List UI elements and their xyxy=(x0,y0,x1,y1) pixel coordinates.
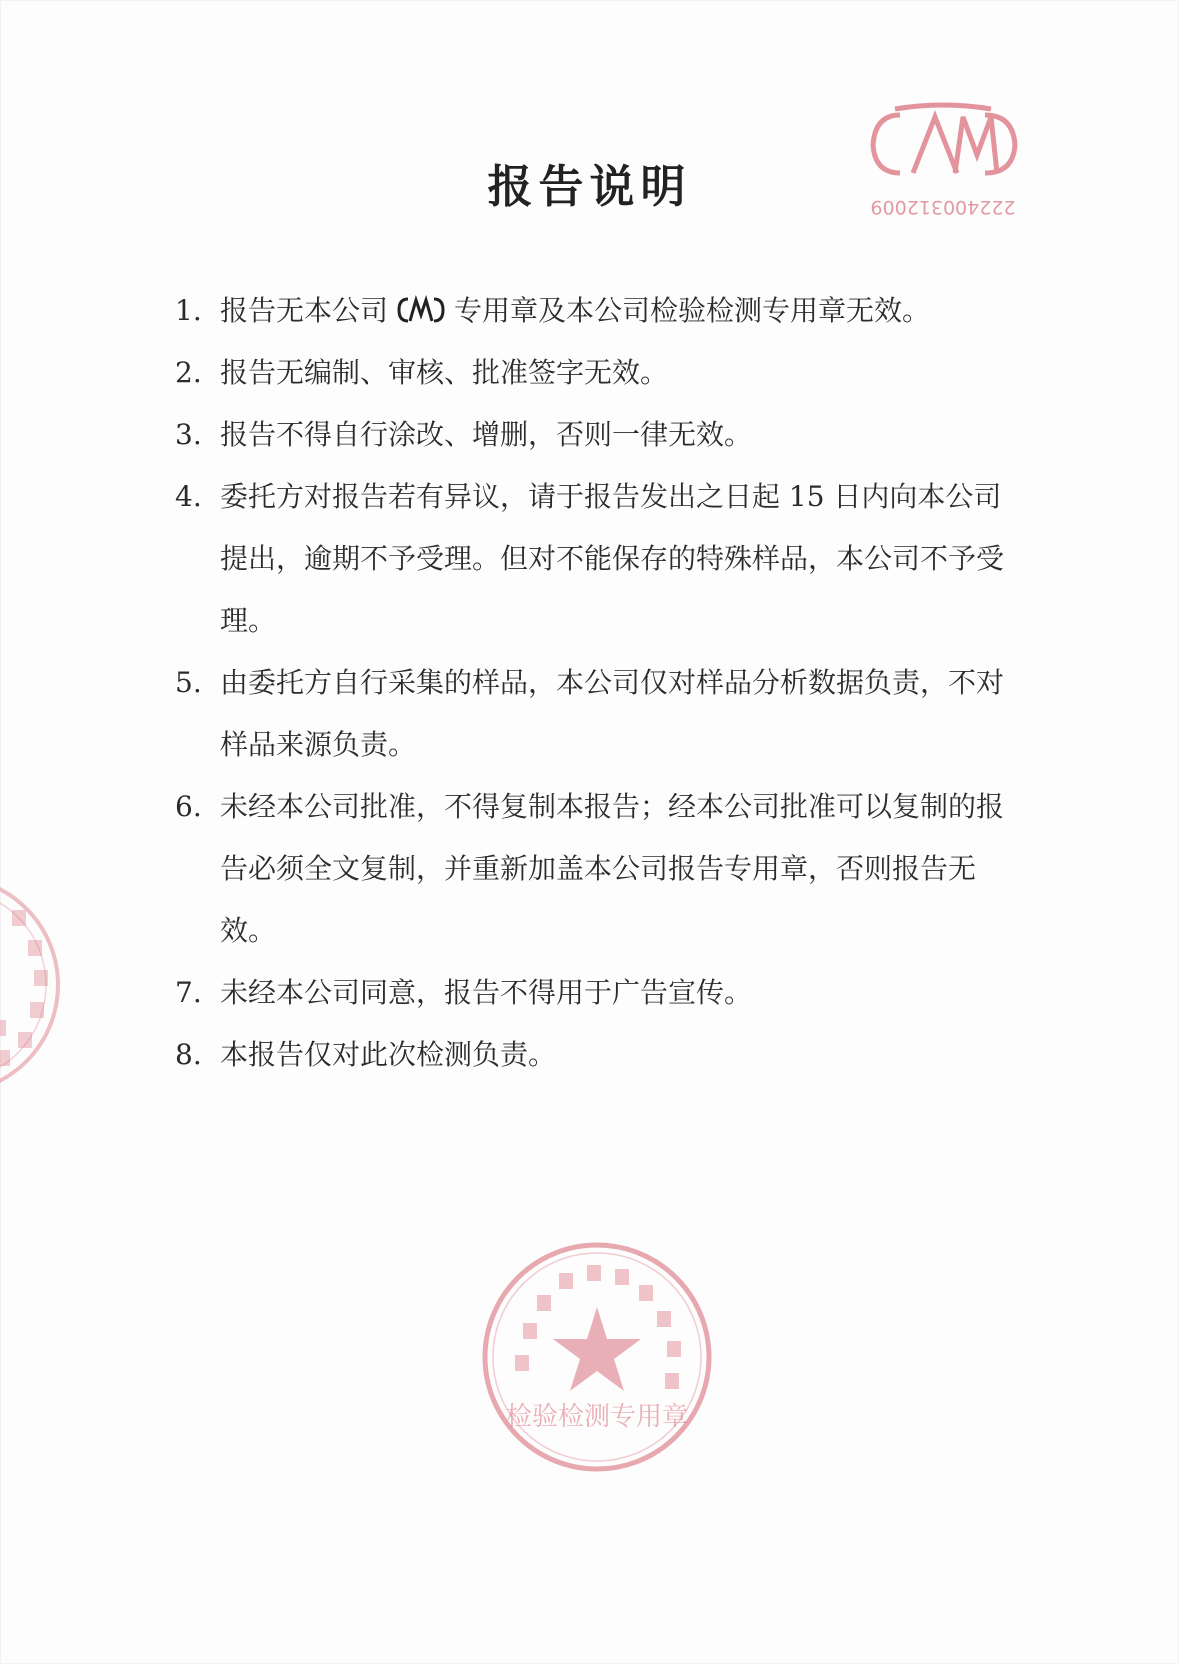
notice-list xyxy=(175,280,1005,1086)
item-number: 1. xyxy=(175,294,202,327)
list-item xyxy=(175,280,1005,342)
item-text-before: 报告无本公司 xyxy=(220,294,389,327)
left-seal xyxy=(0,870,90,1100)
item-text: 报告无编制、审核、批准签字无效。 xyxy=(220,356,669,389)
list-item xyxy=(175,652,1005,776)
list-item xyxy=(175,776,1005,962)
page-title: 报告说明 xyxy=(487,160,692,213)
item-number: 8. xyxy=(175,1038,202,1071)
list-item xyxy=(175,342,1005,404)
item-text: 由委托方自行采集的样品，本公司仅对样品分析数据负责，不对样品来源负责。 xyxy=(220,666,1005,761)
item-text: 委托方对报告若有异议，请于报告发出之日起 15 日内向本公司提出，逾期不予受理。但对不能保存的特殊样品，本公司不予受理。 xyxy=(220,480,1005,637)
item-text: 本报告仅对此次检测负责。 xyxy=(220,1038,557,1071)
item-text-after: 专用章及本公司检验检测专用章无效。 xyxy=(454,294,931,327)
item-number: 5. xyxy=(175,666,202,699)
bottom-seal xyxy=(475,1235,720,1480)
item-number: 4. xyxy=(175,480,202,513)
list-item xyxy=(175,962,1005,1024)
item-number: 6. xyxy=(175,790,202,823)
item-number: 3. xyxy=(175,418,202,451)
list-item xyxy=(175,404,1005,466)
cma-number: 222400312009 xyxy=(870,196,1016,218)
list-item xyxy=(175,466,1005,652)
cma-inline-icon xyxy=(396,295,446,325)
bottom-seal-text: 检验检测专用章 xyxy=(505,1402,689,1432)
item-number: 2. xyxy=(175,356,202,389)
item-text: 报告不得自行涂改、增删，否则一律无效。 xyxy=(220,418,753,451)
list-item xyxy=(175,1024,1005,1086)
item-number: 7. xyxy=(175,976,202,1009)
item-text: 未经本公司批准，不得复制本报告；经本公司批准可以复制的报告必须全文复制，并重新加盖本公司报告专用章，否则报告无效。 xyxy=(220,790,1005,947)
star-icon xyxy=(553,1307,641,1391)
item-text: 未经本公司同意，报告不得用于广告宣传。 xyxy=(220,976,753,1009)
